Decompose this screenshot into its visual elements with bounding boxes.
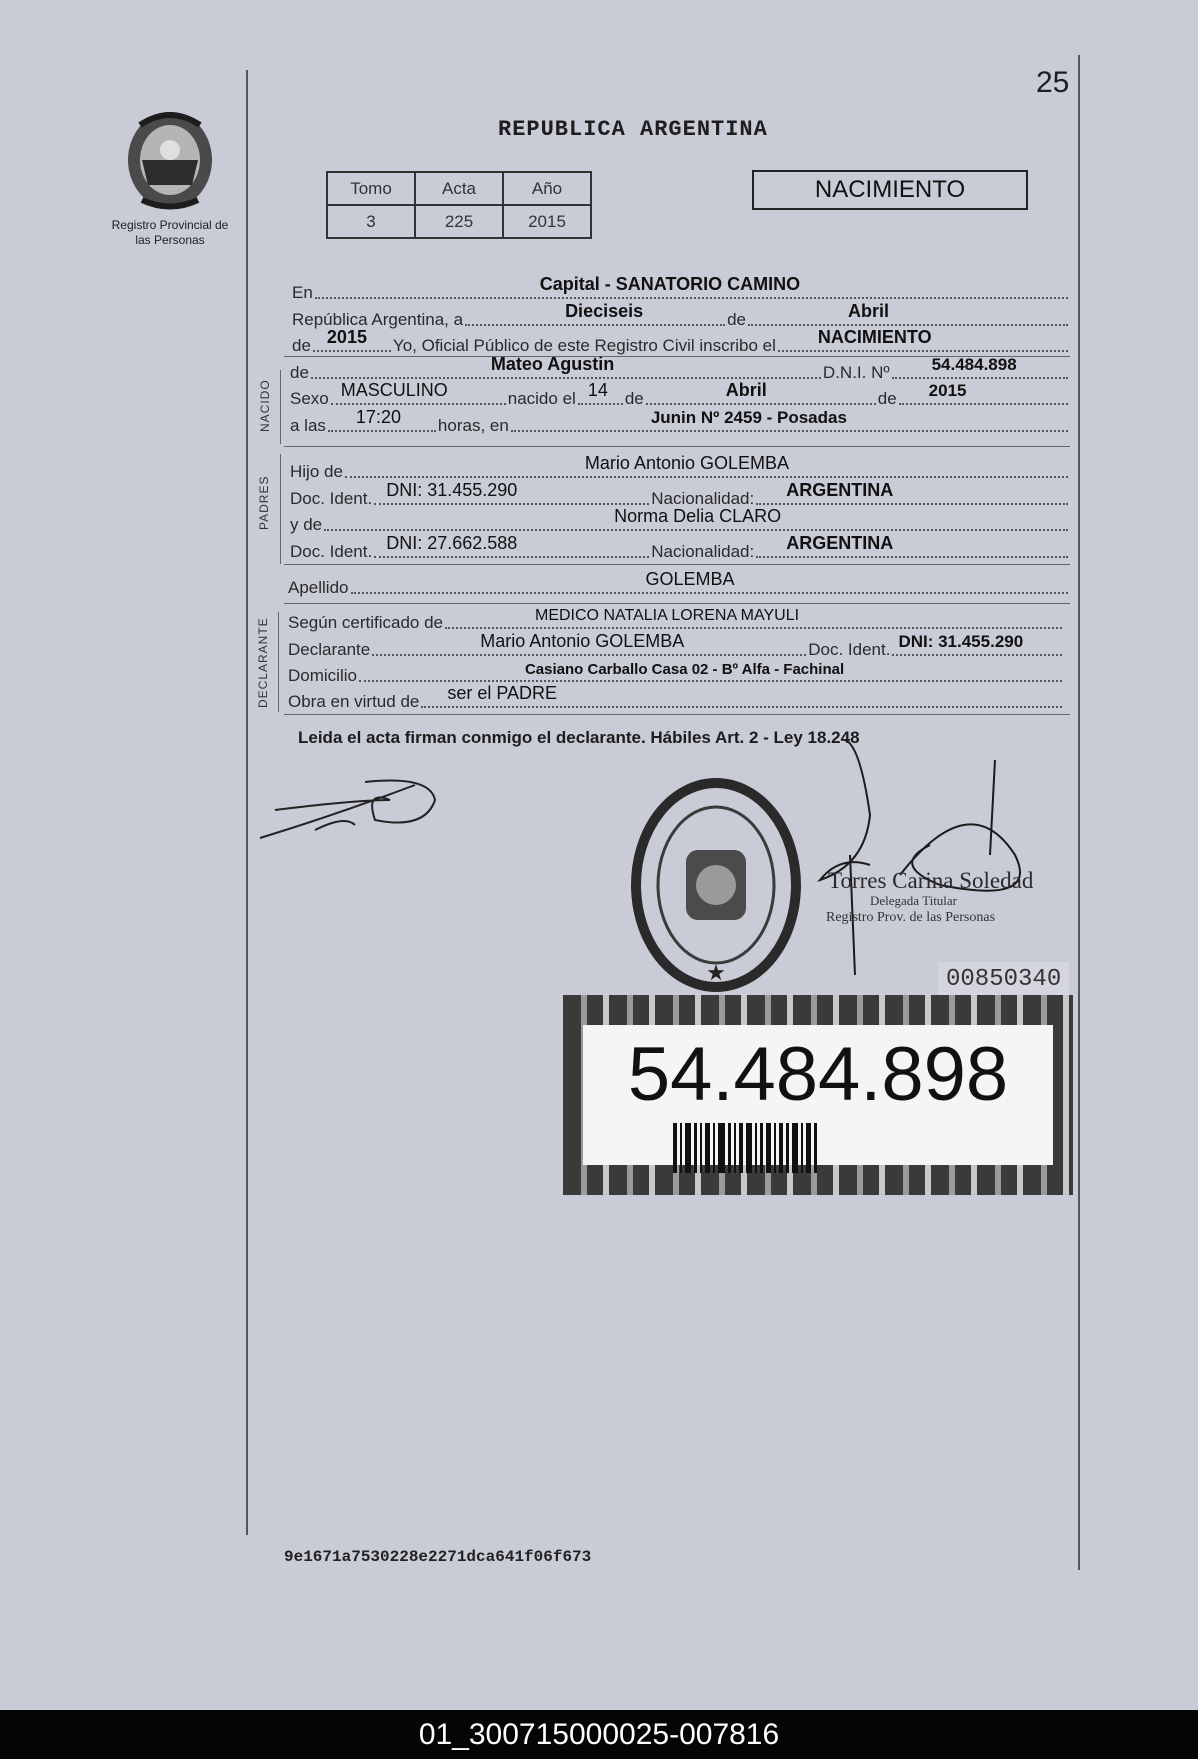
- value-dia: Dieciseis: [565, 301, 644, 321]
- closing-text: Leida el acta firman conmigo el declarante. Hábiles Art. 2 - Ley 18.248: [298, 728, 860, 747]
- label-dni: D.N.I. Nº: [822, 363, 890, 382]
- barcode-bar: [680, 1123, 682, 1173]
- table-value-tomo: 3: [327, 205, 415, 238]
- document-hash: 9e1671a7530228e2271dca641f06f673: [284, 1548, 592, 1566]
- officer-office: Registro Prov. de las Personas: [826, 910, 996, 925]
- row-hijo: [290, 453, 1070, 482]
- label-horas: horas, en: [437, 416, 509, 435]
- barcode-bar: [705, 1123, 710, 1173]
- value-nac-mes: Abril: [725, 380, 767, 400]
- table-header-anio: Año: [503, 172, 591, 205]
- left-margin-line: [246, 70, 248, 1535]
- label-nacionalidad: Nacionalidad:: [651, 489, 755, 508]
- barcode-bar: [700, 1123, 702, 1173]
- barcode-bar: [760, 1123, 763, 1173]
- right-margin-line: [1078, 55, 1080, 1570]
- value-obra: ser el PADRE: [447, 683, 558, 703]
- label-republica: República Argentina, a: [292, 310, 464, 329]
- label-de4: de: [624, 389, 644, 408]
- label-declarante: Declarante: [288, 640, 371, 659]
- value-anio: 2015: [326, 327, 367, 347]
- province-emblem-icon: [120, 105, 220, 215]
- label-obra: Obra en virtud de: [288, 692, 420, 711]
- record-table: [326, 171, 592, 239]
- label-hijo: Hijo de: [290, 462, 343, 481]
- barcode-bar: [792, 1123, 798, 1173]
- barcode-bar: [766, 1123, 771, 1173]
- row-domicilio: [288, 660, 1064, 686]
- value-apellido: GOLEMBA: [645, 569, 735, 589]
- section-label-nacido: NACIDO: [258, 379, 272, 432]
- barcode-bar: [734, 1123, 736, 1173]
- label-segun: Según certificado de: [288, 613, 443, 632]
- record-type-box: NACIMIENTO: [752, 170, 1028, 210]
- section-label-declarante: DECLARANTE: [256, 617, 270, 708]
- officer-name: Torres Carina Soledad: [828, 868, 1034, 893]
- row-declarante: [288, 631, 1064, 660]
- value-madre-nac: ARGENTINA: [786, 533, 894, 553]
- value-padre-doc: DNI: 31.455.290: [386, 480, 518, 500]
- country-title: REPUBLICA ARGENTINA: [498, 117, 768, 142]
- barcode-bar: [774, 1123, 776, 1173]
- value-domicilio: Casiano Carballo Casa 02 - Bº Alfa - Fachinal: [524, 661, 845, 678]
- serial-number: 00850340: [938, 962, 1069, 997]
- barcode-bar: [673, 1123, 677, 1173]
- row-hora: [290, 407, 1070, 436]
- dni-sticker-panel: [583, 1025, 1053, 1165]
- section-bar: [280, 370, 281, 444]
- value-hora: 17:20: [355, 407, 401, 427]
- value-sexo: MASCULINO: [340, 380, 448, 400]
- divider: [284, 603, 1070, 604]
- row-sexo: [290, 380, 1070, 409]
- barcode-bar: [806, 1123, 811, 1173]
- barcode-bar: [718, 1123, 725, 1173]
- row-republica: [292, 301, 1070, 330]
- barcode-bar: [746, 1123, 752, 1173]
- barcode-bar: [814, 1123, 817, 1173]
- officer-signature-icon: [800, 735, 1060, 985]
- oficial-text: Yo, Oficial Público de este Registro Civil inscribo el: [392, 336, 776, 355]
- barcode-icon: [673, 1123, 973, 1173]
- barcode-bar: [694, 1123, 697, 1173]
- value-lugar: Capital - SANATORIO CAMINO: [539, 274, 801, 294]
- label-en: En: [292, 283, 313, 302]
- label-nacido: nacido el: [507, 389, 576, 408]
- barcode-bar: [713, 1123, 715, 1173]
- label-doc: Doc. Ident.: [290, 489, 373, 508]
- label-de: de: [727, 310, 746, 329]
- divider: [284, 564, 1070, 565]
- barcode-bar: [801, 1123, 803, 1173]
- value-nac-anio: 2015: [928, 381, 967, 400]
- row-madre-doc: [290, 533, 1070, 562]
- label-alas: a las: [290, 416, 326, 435]
- table-header-acta: Acta: [415, 172, 503, 205]
- section-label-padres: PADRES: [257, 475, 271, 530]
- value-padre: Mario Antonio GOLEMBA: [584, 453, 790, 473]
- table-header-tomo: Tomo: [327, 172, 415, 205]
- label-sexo: Sexo: [290, 389, 329, 408]
- row-anio: [292, 327, 1070, 356]
- value-padre-nac: ARGENTINA: [786, 480, 894, 500]
- label-domicilio: Domicilio: [288, 666, 357, 685]
- label-nacionalidad: Nacionalidad:: [651, 542, 755, 561]
- label-apellido: Apellido: [288, 578, 349, 597]
- label-de3: de: [290, 363, 309, 382]
- divider: [284, 446, 1070, 447]
- footer-id: 01_300715000025-007816: [418, 1718, 780, 1751]
- barcode-bar: [779, 1123, 783, 1173]
- svg-text:★: ★: [706, 961, 726, 986]
- value-decl-doc: DNI: 31.455.290: [898, 632, 1024, 651]
- officer-title: Delegada Titular: [870, 893, 958, 908]
- barcode-bar: [755, 1123, 757, 1173]
- value-mes: Abril: [847, 301, 889, 321]
- table-value-anio: 2015: [503, 205, 591, 238]
- sticker-dni-number: 54.484.898: [627, 1032, 1009, 1117]
- value-dni: 54.484.898: [931, 355, 1017, 374]
- barcode-bar: [786, 1123, 789, 1173]
- row-apellido: [288, 569, 1070, 598]
- value-nac-dia: 14: [587, 380, 608, 400]
- section-bar: [280, 454, 281, 564]
- label-yde: y de: [290, 515, 323, 534]
- emblem-label: Registro Provincial de las Personas: [111, 218, 229, 247]
- barcode-bar: [728, 1123, 731, 1173]
- declarant-signature-icon: [255, 760, 455, 860]
- value-madre: Norma Delia CLARO: [614, 506, 782, 526]
- value-madre-doc: DNI: 27.662.588: [386, 533, 518, 553]
- value-certificado: MEDICO NATALIA LORENA MAYULI: [535, 607, 800, 624]
- value-lugar-nac: Junin Nº 2459 - Posadas: [650, 408, 847, 427]
- label-de5: de: [877, 389, 897, 408]
- dni-sticker: [563, 995, 1073, 1195]
- row-madre: [290, 506, 1070, 535]
- registry-seal-icon: [626, 775, 806, 995]
- barcode-bar: [739, 1123, 743, 1173]
- value-inscribe: NACIMIENTO: [817, 327, 932, 347]
- row-certificado: [288, 607, 1064, 633]
- row-obra: [288, 683, 1064, 712]
- value-declarante: Mario Antonio GOLEMBA: [480, 631, 685, 651]
- label-de2: de: [292, 336, 311, 355]
- barcode-bar: [685, 1123, 691, 1173]
- divider: [284, 714, 1070, 715]
- row-en: [292, 274, 1070, 303]
- section-bar: [278, 612, 279, 712]
- label-doc: Doc. Ident.: [290, 542, 373, 561]
- value-nombre: Mateo Agustin: [490, 354, 615, 374]
- label-doc: Doc. Ident.: [808, 640, 891, 659]
- page-number: 25: [1036, 66, 1070, 99]
- table-value-acta: 225: [415, 205, 503, 238]
